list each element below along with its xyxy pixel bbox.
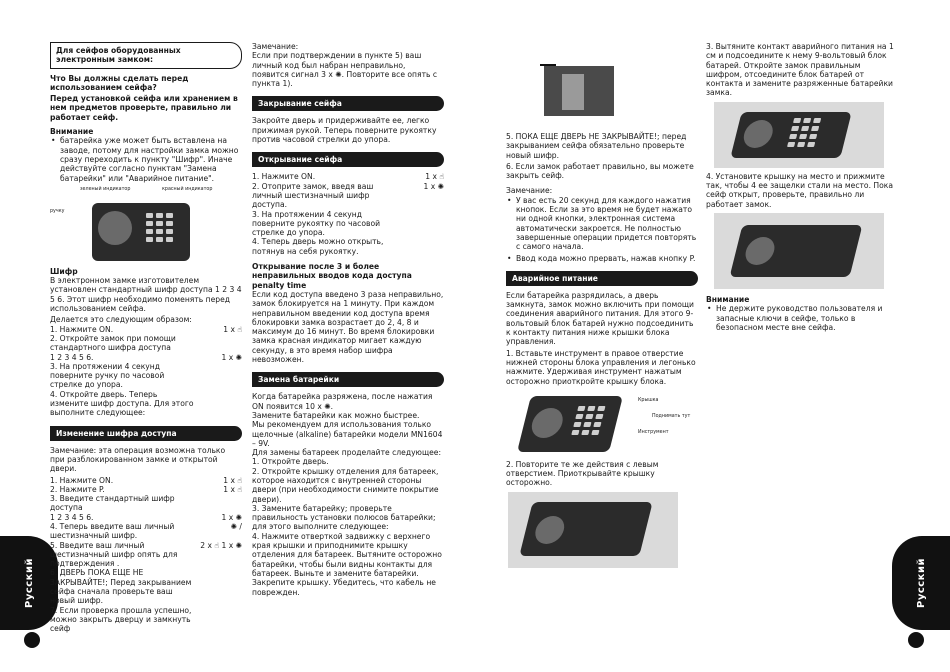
step-row	[252, 172, 444, 181]
step-row	[252, 210, 444, 238]
step-text: 1 2 3 4 5 6.	[50, 352, 94, 362]
change-note: Замечание: эта операция возможна только при разблокированном замке и открытой двери.	[50, 445, 226, 474]
cover-open-figure	[508, 492, 678, 568]
cover-closed-figure	[714, 213, 884, 289]
column-4	[706, 42, 898, 334]
control-unit-image	[517, 396, 623, 452]
step-text: 4. Теперь дверь можно открыть, потянув на себя рукоятку.	[252, 237, 384, 256]
step-row	[50, 334, 242, 353]
step-text: 2. Нажмите P.	[50, 484, 105, 494]
language-tab-right	[892, 536, 950, 630]
step-text: 1. Нажмите ON.	[50, 324, 114, 334]
step-row	[50, 568, 242, 605]
question-heading: Что Вы должны сделать перед использованием сейфа?	[50, 73, 189, 92]
step-count: 1 х ✺	[221, 512, 242, 522]
column-3	[506, 42, 698, 572]
step-row	[252, 237, 444, 256]
attention-text: • Не держите руководство пользователя и запасные ключи в сейфе, только в безопасном месте вне сейфа.	[706, 304, 898, 332]
step-count: 1 х ✺	[221, 352, 242, 362]
step-text: 7. Если проверка прошла успешно, можно закрыть дверцу и замкнуть сейф	[50, 605, 192, 634]
figure-label-cover: Крышка	[638, 397, 659, 403]
step-row	[50, 353, 242, 362]
confirm-note: Замечание: Если при подтверждении в пункте 5) ваш личный код был набран неправильно, появится сигнал 3 х ✺. Повторите все опять с пункта 1).	[252, 42, 438, 89]
step-row	[50, 485, 242, 494]
step-3-text: 3. Вытяните контакт аварийного питания на 1 см и подсоедините к нему 9-вольтовый блок батарей. Откройте замок правильным шифром, отсоедините блок батарей от контакта и замените разряженные батарейки замка.	[706, 42, 894, 98]
step-count	[198, 568, 242, 605]
do-following: Делается это следующим образом:	[50, 315, 192, 325]
cover-open-image	[519, 502, 652, 556]
lock-panel-image	[92, 203, 190, 261]
step-6-text: 6. Если замок работает правильно, вы можете закрыть сейф.	[506, 161, 694, 181]
step-row	[50, 606, 242, 634]
step-text: 3. Введите стандартный шифр доступа	[50, 494, 175, 513]
battery-step: 3. Замените батарейку; проверьте правильность установки полюсов батарейки; для этого выполните следующее:	[252, 503, 436, 532]
emergency-text: Если батарейка разрядилась, а дверь замкнута, замок можно включить при помощи соединения аварийного питания. Для этого 9-вольтовый блок батарей нужно подсоединить к контакту питания ниже крышки блока управления.	[506, 290, 694, 347]
step-text: 3. На протяжении 4 секунд поверните рукоятку по часовой стрелке до упора.	[252, 209, 381, 238]
attention-title: Внимание	[706, 294, 750, 304]
step-count: 1 х ☝	[223, 484, 242, 494]
section-header-box: Для сейфов оборудованных электронным замком:	[50, 42, 242, 69]
penalty-text: Если код доступа введено 3 раза неправильно, замок блокируется на 1 минуту. При каждом неправильном введении код доступа время блокировки замка возрастает до 2, 4, 8 и максимум до 16 минут. Во время блокировки замка красная индикатор мигает каждую секунду, в это время набор шифра невозможен.	[252, 289, 444, 365]
step-count: 1 х ☝	[223, 324, 242, 334]
step-row	[252, 182, 444, 210]
battery-connect-figure	[714, 102, 884, 168]
open-steps-list	[252, 172, 444, 256]
code-steps-list	[50, 325, 242, 418]
step-text: 1. Нажмите ON.	[50, 475, 114, 485]
emergency-header: Аварийное питание	[506, 271, 698, 286]
dial-image	[743, 237, 778, 265]
battery-connect-image	[730, 112, 851, 158]
step-count	[198, 494, 242, 513]
step-count: 1 х ✺	[423, 181, 444, 191]
code-title: Шифр	[50, 266, 78, 276]
step-row	[50, 325, 242, 334]
step-text: 1 2 3 4 5 6.	[50, 512, 94, 522]
step-text: 6. ДВЕРЬ ПОКА ЕЩЕ НЕ ЗАКРЫВАЙТЕ!; Перед закрыванием сейфа сначала проверьте ваш новый шифр.	[50, 568, 192, 606]
dial-image	[741, 120, 776, 148]
note-bullet-2: • Ввод кода можно прервать, нажав кнопку P.	[506, 254, 698, 263]
lock-panel-figure	[50, 187, 242, 263]
step-count: 1 х ☝	[223, 475, 242, 485]
step-text: 4. Откройте дверь. Теперь измените шифр доступа. Для этого выполните следующее:	[50, 389, 194, 418]
step-text: 3. На протяжении 4 секунд поверните ручку по часовой стрелке до упора.	[50, 361, 165, 390]
battery-step: 1. Откройте дверь.	[252, 457, 329, 467]
attention-title: Внимание	[50, 127, 94, 137]
handle-dial-image	[98, 211, 132, 245]
keypad-image	[787, 118, 821, 147]
dial-image	[532, 516, 567, 544]
column-1	[50, 42, 242, 634]
step-row	[50, 494, 242, 513]
change-steps-list	[50, 476, 242, 634]
step-text: 5. Введите ваш личный шестизначный шифр опять для подтверждения .	[50, 540, 178, 569]
keypad-image	[571, 406, 605, 435]
figure-label-handle: ручку	[50, 208, 65, 214]
step-count: ✺ /	[230, 521, 242, 531]
step-row	[50, 362, 242, 390]
keypad-image	[146, 213, 173, 242]
emergency-step-2: 2. Повторите те же действия с левым отверстием. Приоткрывайте крышку осторожно.	[506, 459, 659, 488]
figure-label-pry: Поднимать тут	[652, 413, 691, 419]
figure-label-green: зеленый индикатор	[80, 186, 131, 192]
step-count	[400, 237, 444, 256]
step-row	[50, 541, 242, 569]
cover-closed-image	[730, 225, 863, 277]
step-text: 2. Откройте замок при помощи стандартного шифра доступа	[50, 333, 176, 353]
column-2	[252, 42, 444, 597]
step-text: 2. Отоприте замок, введя ваш личный шестизначный шифр доступа.	[252, 181, 374, 210]
note-bullet-1: • У вас есть 20 секунд для каждого нажатия кнопок. Если за это время не будет нажато ни одной кнопки, электронная система автоматически закроется. Не полностью завершенные операции придется повторять с самого начала.	[506, 196, 698, 252]
step-count	[198, 362, 242, 390]
dial-image	[529, 408, 566, 438]
code-text: В электронном замке изготовителем установлен стандартный шифр доступа 1 2 3 4 5 6. Этот шифр необходимо поменять перед использованием сейфа.	[50, 276, 242, 314]
step-row	[50, 390, 242, 418]
battery-header: Замена батарейки	[252, 372, 444, 387]
battery-step: 2. Откройте крышку отделения для батареек, которое находится с внутренней стороны двери (при необходимости снимите покрытие двери).	[252, 466, 439, 504]
step-5-text: 5. ПОКА ЕЩЕ ДВЕРЬ НЕ ЗАКРЫВАЙТЕ!; перед закрыванием сейфа обязательно проверьте новый шифр.	[506, 132, 687, 160]
close-header: Закрывание сейфа	[252, 96, 444, 111]
battery-text-2: Замените батарейки как можно быстрее.	[252, 410, 420, 420]
step-count: 2 х ☝ 1 х ✺	[200, 540, 242, 550]
step-text: 4. Теперь введите ваш личный шестизначный шифр.	[50, 521, 175, 541]
figure-label-red: красный индикатор	[162, 186, 213, 192]
figure-label-tool: Инструмент	[638, 429, 669, 435]
battery-step: 4. Нажмите отверткой задвижку с верхнего края крышки и приподнимите крышку отделения для батареек. Вытяните осторожно батарейки, чтобы были видны контакты для батареек. Выньте и замените батарейки. Закрепите крышку. Убедитесь, что кабель не поврежден.	[252, 531, 442, 597]
battery-text-3: Мы рекомендуем для использования только щелочные (alkaline) батарейки модели MN1604 – 9V.	[252, 420, 443, 448]
control-unit-figure	[506, 390, 698, 456]
battery-text-4: Для замены батареек проделайте следующее:	[252, 448, 442, 458]
change-code-header: Изменение шифра доступа	[50, 426, 242, 441]
step-count	[198, 334, 242, 353]
battery-text-1: Когда батарейка разряжена, после нажатия ON появится 10 х ✺.	[252, 392, 433, 411]
page-marker-dot-right	[908, 632, 924, 648]
step-count	[400, 210, 444, 238]
language-tab-label: Русский	[23, 557, 35, 608]
attention-text: • батарейка уже может быть вставлена на заводе, потому для настройки замка можно сразу переходить к пункту "Шифр". Иначе действуйте согласно пунктам "Замена батарейки" или "Аварийное питание".	[50, 136, 242, 182]
check-instruction: Перед установкой сейфа или хранением в нем предметов проверьте, правильно ли работает сейф.	[50, 94, 238, 122]
latch-bolt-image	[562, 74, 584, 110]
step-count: 1 х ☝	[425, 172, 444, 182]
step-4-text: 4. Установите крышку на место и прижмите так, чтобы 4 ее защелки стали на место. Пока сейф открыт, проверьте, правильно ли работает замок.	[706, 171, 894, 209]
emergency-step-1: 1. Вставьте инструмент в правое отверстие нижней стороны блока управления и легонько нажмите. Удерживая инструмент нажатым осторожно приоткройте крышку блока.	[506, 348, 696, 386]
step-row	[50, 522, 242, 541]
step-text: 1. Нажмите ON.	[252, 172, 316, 182]
page-marker-dot-left	[24, 632, 40, 648]
penalty-title: Открывание после 3 и более неправильных вводов кода доступа penalty time	[252, 262, 412, 290]
step-count	[198, 390, 242, 418]
latch-figure	[526, 46, 616, 128]
language-tab-label: Русский	[915, 557, 927, 608]
step-row	[50, 476, 242, 485]
step-row	[50, 513, 242, 522]
battery-steps-list	[252, 457, 444, 596]
open-header: Открывание сейфа	[252, 152, 444, 167]
arrow-icon	[540, 64, 556, 66]
close-text: Закройте дверь и придерживайте ее, легко прижимая рукой. Теперь поверните рукоятку против часовой стрелки до упора.	[252, 116, 437, 145]
note-title: Замечание:	[506, 186, 553, 196]
step-count	[198, 606, 242, 634]
